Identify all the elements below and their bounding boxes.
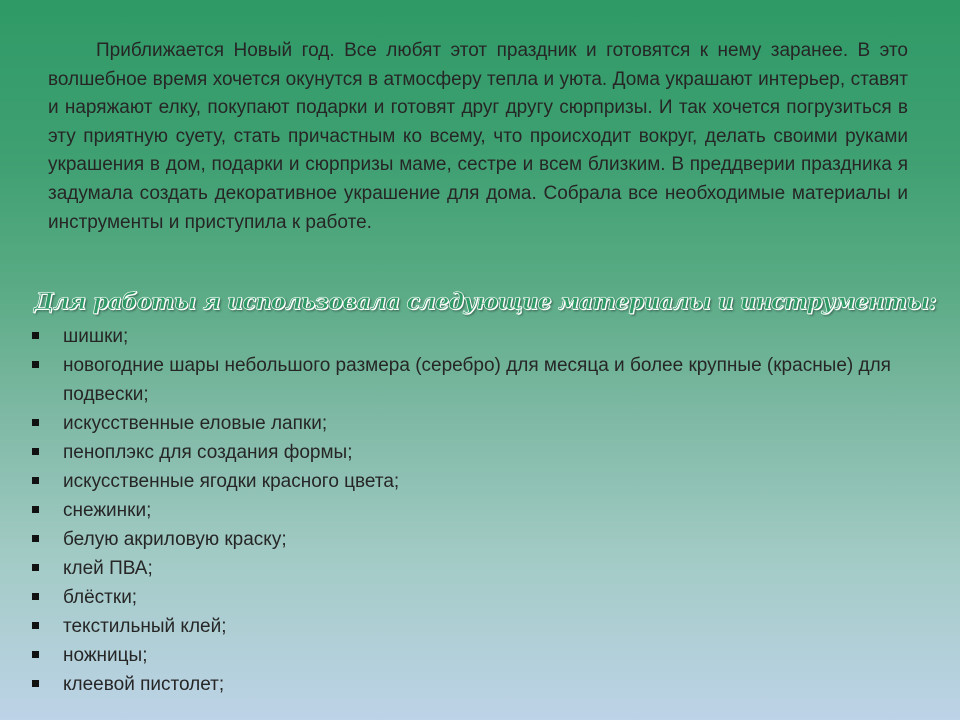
list-item-text: искусственные еловые лапки; (63, 413, 328, 434)
list-item (32, 612, 892, 641)
list-item-text: клеевой пистолет; (63, 674, 225, 695)
square-bullet-icon (32, 477, 39, 484)
list-item-text: снежинки; (63, 500, 152, 521)
square-bullet-icon (32, 622, 39, 629)
list-item-text: новогодние шары небольшого размера (серебро) для месяца и более крупные (красные) для подвески; (63, 355, 891, 405)
list-item-text: текстильный клей; (63, 616, 227, 637)
square-bullet-icon (32, 506, 39, 513)
square-bullet-icon (32, 651, 39, 658)
square-bullet-icon (32, 535, 39, 542)
list-item-text: клей ПВА; (63, 558, 153, 579)
list-item-text: белую акриловую краску; (63, 529, 287, 550)
list-item-text: пеноплэкс для создания формы; (63, 442, 353, 463)
list-item-text: шишки; (63, 326, 129, 347)
intro-paragraph: Приближается Новый год. Все любят этот праздник и готовятся к нему заранее. В это волшебное время хочется окунутся в атмосферу тепла и уюта. Дома украшают интерьер, ставят и наряжают елку, покупают подарки и готовят друг другу сюрпризы. И так хочется погрузиться в эту приятную суету, стать причастным ко всему, что происходит вокруг, делать своими руками украшения в дом, подарки и сюрпризы маме, сестре и всем близким. В преддверии праздника я задумала создать декоративное украшение для дома. Собрала все необходимые материалы и инструменты и приступила к работе. (48, 40, 908, 233)
square-bullet-icon (32, 361, 39, 368)
materials-heading: Для работы я использовала следующие материалы и инструменты: (34, 289, 937, 315)
list-item (32, 467, 892, 496)
list-item-text: ножницы; (63, 645, 148, 666)
materials-list (32, 322, 892, 699)
square-bullet-icon (32, 419, 39, 426)
list-item (32, 554, 892, 583)
square-bullet-icon (32, 564, 39, 571)
square-bullet-icon (32, 593, 39, 600)
square-bullet-icon (32, 332, 39, 339)
square-bullet-icon (32, 680, 39, 687)
list-item-text: блёстки; (63, 587, 138, 608)
list-item (32, 322, 892, 351)
list-item (32, 438, 892, 467)
square-bullet-icon (32, 448, 39, 455)
list-item (32, 583, 892, 612)
list-item-text: искусственные ягодки красного цвета; (63, 471, 400, 492)
list-item (32, 496, 892, 525)
list-item (32, 409, 892, 438)
list-item (32, 525, 892, 554)
list-item (32, 351, 892, 409)
list-item (32, 670, 892, 699)
list-item (32, 641, 892, 670)
